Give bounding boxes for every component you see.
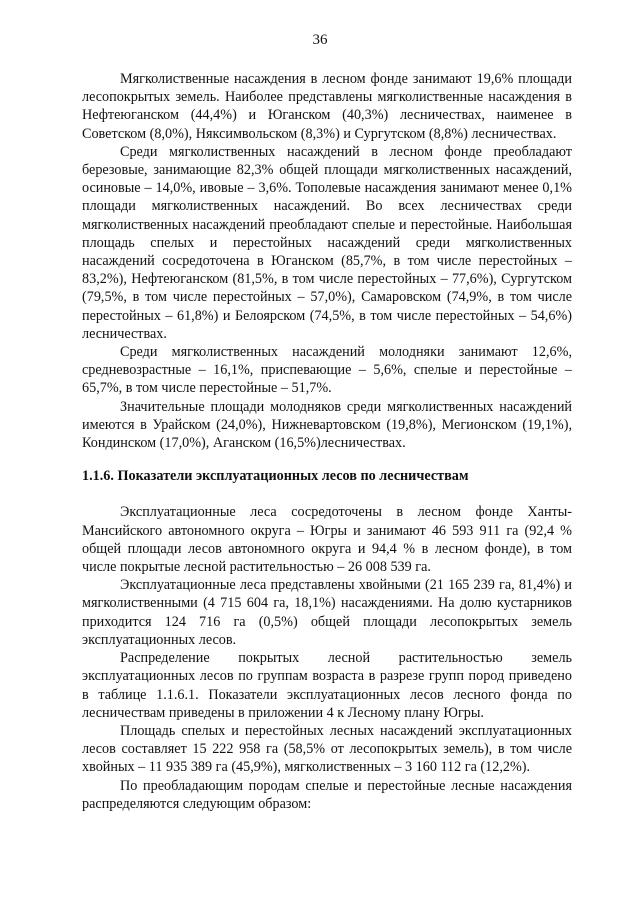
- paragraph: Среди мягколиственных насаждений молодняки занимают 12,6%, средневозрастные – 16,1%, приспевающие – 5,6%, спелые и перестойные – 65,7%, в том числе перестойные – 51,7%.: [82, 344, 572, 397]
- paragraph: Значительные площади молодняков среди мягколиственных насаждений имеются в Урайском (24,0%), Нижневартовском (19,8%), Мегионском (19,1%), Кондинском (17,0%), Аганском (16,5%)лесничествах.: [82, 398, 572, 452]
- paragraph: Мягколиственные насаждения в лесном фонде занимают 19,6% площади лесопокрытых земель. Наиболее представлены мягколиственные насаждения в Нефтеюганском (44,4%) и Юганском (40,3%) лесничествах, наименее в Советском (8,0%), Няксимвольском (8,3%) и Сургутском (8,8%) лесничествах.: [82, 71, 572, 142]
- spacer: [82, 485, 572, 503]
- paragraph: Распределение покрытых лесной растительностью земель эксплуатационных лесов по группам возраста в разрезе групп пород приведено в таблице 1.1.6.1. Показатели эксплуатационных лесов лесного фонда по лесничествам приведены в приложении 4 к Лесному плану Югры.: [82, 650, 572, 721]
- paragraph: Площадь спелых и перестойных лесных насаждений эксплуатационных лесов составляет 15 222 958 га (58,5% от лесопокрытых земель), в том числе хвойных – 11 935 389 га (45,9%), мягколиственных – 3 160 112 га (12,2%).: [82, 722, 572, 776]
- paragraph: Эксплуатационные леса представлены хвойными (21 165 239 га, 81,4%) и мягколиственными (4 715 604 га, 18,1%) насаждениями. На долю кустарников приходится 124 716 га (0,5%) общей площади лесопокрытых земель эксплуатационных лесов.: [82, 577, 572, 648]
- paragraph: Среди мягколиственных насаждений в лесном фонде преобладают березовые, занимающие 82,3% общей площади мягколиственных насаждений, осиновые – 14,0%, ивовые – 3,6%. Тополевые насаждения занимают менее 0,1% площади мягколиственных насаждений. Во всех лесничествах среди мягколиственных насаждений преобладают спелые и перестойные. Наибольшая площадь спелых и перестойных насаждений среди мягколиственных насаждений сосредоточена в Юганском (85,7%, в том числе перестойных – 83,2%), Нефтеюганском (81,5%, в том числе перестойных – 77,6%), Сургутском (79,5%, в том числе перестойных – 57,0%), Самаровском (74,9%, в том числе перестойных – 61,8%) и Белоярском (74,5%, в том числе перестойных – 54,6%) лесничествах.: [82, 143, 572, 342]
- section-heading: 1.1.6. Показатели эксплуатационных лесов по лесничествам: [82, 468, 469, 485]
- paragraph: По преобладающим породам спелые и перестойные лесные насаждения распределяются следующим образом:: [82, 777, 572, 812]
- paragraph: Эксплуатационные леса сосредоточены в лесном фонде Ханты-Мансийского автономного округа – Югры и занимают 46 593 911 га (92,4 % общей площади лесов автономного округа и 94,4 % в лесном фонде), в том числе покрытые лесной растительностью – 26 008 539 га.: [82, 504, 572, 576]
- page-number: 36: [312, 32, 328, 48]
- page-content: [82, 70, 572, 813]
- spacer: [82, 452, 572, 467]
